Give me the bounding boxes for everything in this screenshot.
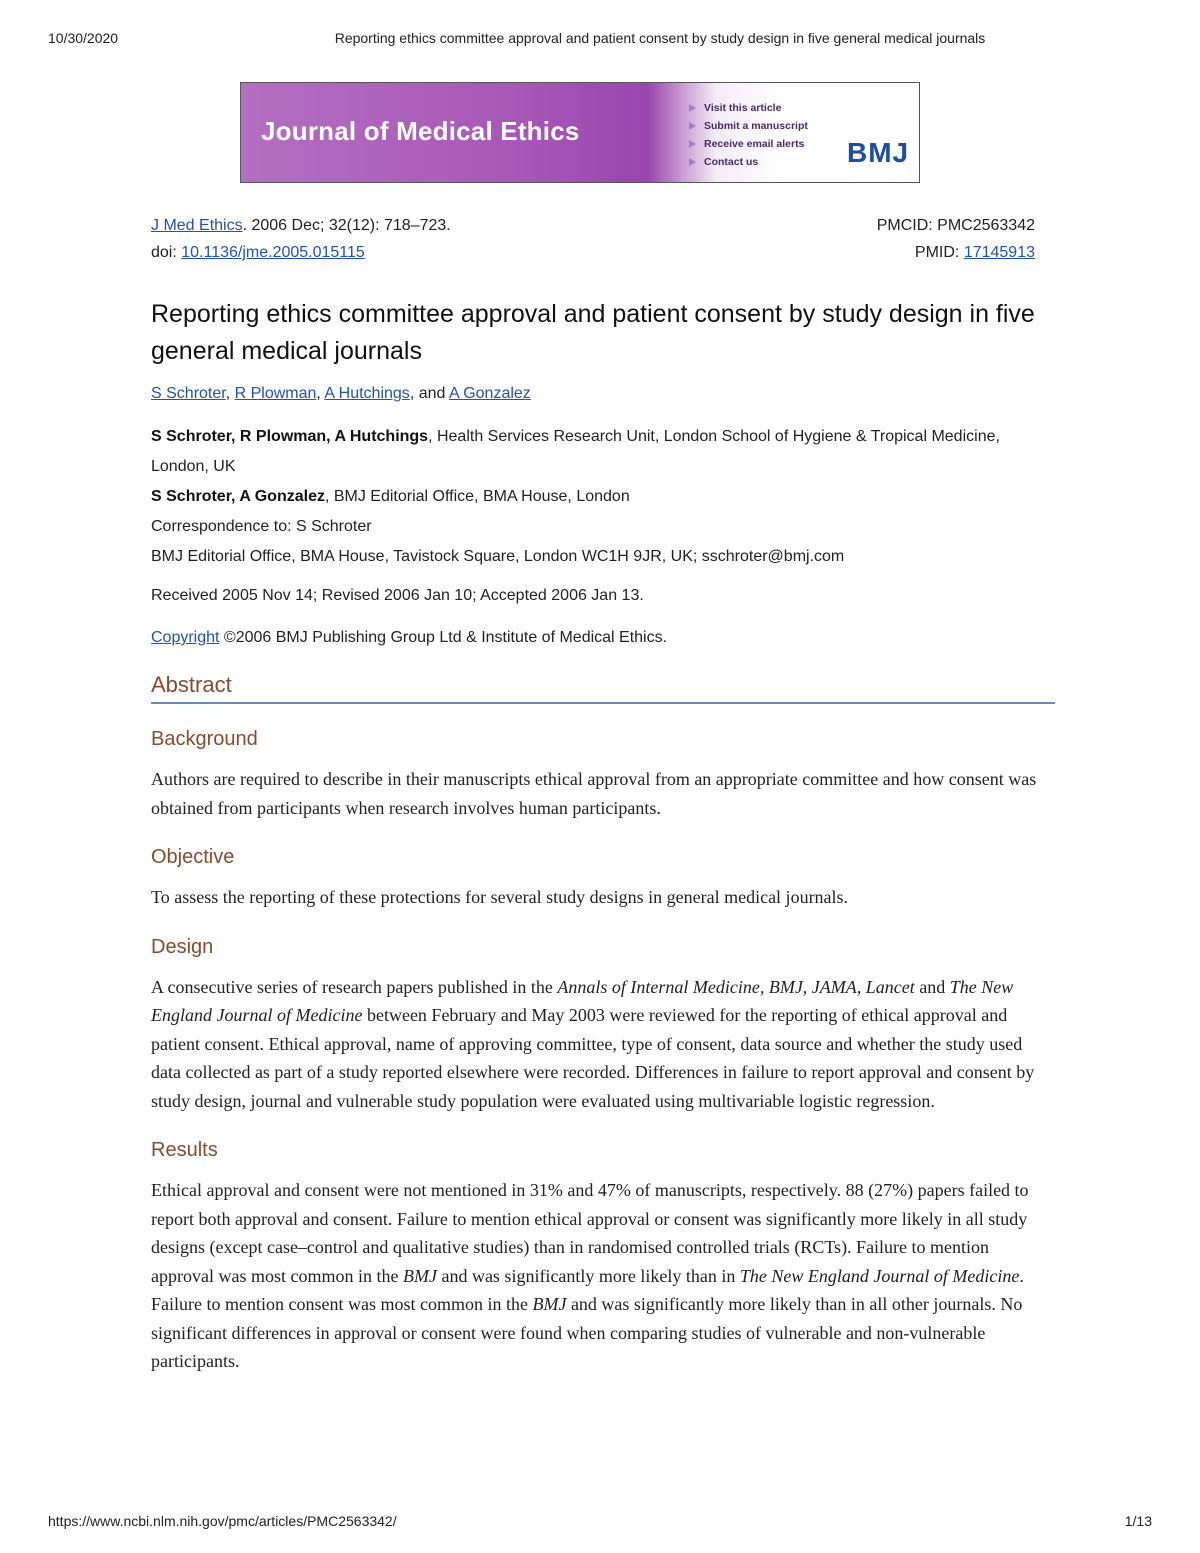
design-text: A consecutive series of research papers published in the Annals of Internal Medicine, BMJ, JAMA, Lancet and The New England Journal of Medicine between February and May 2003 were reviewed for the reporting of ethical approval and patient consent. Ethical approval, name of approving committee, type of consent, data source and whether the study used data collected as part of a study reported elsewhere were recorded. Differences in failure to report approval and consent by study design, journal and vulnerable study population were evaluated using multivariable logistic regression. [151, 976, 1035, 1111]
triangle-right-icon [689, 122, 696, 130]
banner-link-visit[interactable]: Visit this article [689, 99, 808, 117]
print-url: https://www.ncbi.nlm.nih.gov/pmc/articles/PMC2563342/ [48, 1513, 397, 1529]
background-text: Authors are required to describe in their manuscripts ethical approval from an appropriate committee and how consent was obtained from participants when research involves human participants. [151, 769, 1037, 818]
doi-link[interactable]: 10.1136/jme.2005.015115 [181, 244, 365, 261]
author-link[interactable]: A Gonzalez [448, 385, 531, 402]
author-link[interactable]: S Schroter [151, 385, 226, 402]
print-title: Reporting ethics committee approval and patient consent by study design in five general medical journals [334, 30, 986, 46]
banner-links [689, 99, 808, 171]
citation-block [151, 212, 1035, 266]
article-title: Reporting ethics committee approval and patient consent by study design in five general medical journals [151, 300, 1035, 365]
copyright-link[interactable]: Copyright [151, 629, 220, 646]
pmid-label: PMID: [914, 244, 964, 261]
correspondence: Correspondence to: S Schroter [151, 518, 372, 535]
article-dates: Received 2005 Nov 14; Revised 2006 Jan 10; Accepted 2006 Jan 13. [151, 587, 644, 604]
triangle-right-icon [689, 140, 696, 148]
pmcid: PMCID: PMC2563342 [876, 217, 1035, 234]
affiliation-1: S Schroter, R Plowman, A Hutchings, Health Services Research Unit, London School of Hygiene & Tropical Medicine, London, UK [151, 428, 1000, 475]
print-header [48, 30, 1152, 50]
copyright: Copyright ©2006 BMJ Publishing Group Ltd & Institute of Medical Ethics. [151, 629, 668, 646]
article-body [151, 296, 1055, 1376]
pmid-link[interactable]: 17145913 [963, 244, 1035, 261]
objective-text: To assess the reporting of these protections for several study designs in general medical journals. [151, 887, 849, 907]
results-text: Ethical approval and consent were not mentioned in 31% and 47% of manuscripts, respectively. 88 (27%) papers failed to report both approval and consent. Failure to mention ethical approval or consent was significantly more likely in all study designs (except case–control and qualitative studies) than in randomised controlled trials (RCTs). Failure to mention approval was most common in the BMJ and was significantly more likely than in The New England Journal of Medicine. Failure to mention consent was most common in the BMJ and was significantly more likely than in all other journals. No significant differences in approval or consent were found when comparing studies of vulnerable and non-vulnerable participants. [151, 1180, 1029, 1371]
print-footer [48, 1513, 1152, 1531]
banner-link-alerts[interactable]: Receive email alerts [689, 135, 808, 153]
background-heading: Background [151, 728, 258, 750]
design-heading: Design [151, 935, 214, 958]
journal-banner[interactable] [240, 82, 920, 183]
affiliation-2: S Schroter, A Gonzalez, BMJ Editorial Office, BMA House, London [151, 488, 630, 505]
bmj-logo: BMJ [847, 137, 910, 168]
journal-link[interactable]: J Med Ethics [151, 217, 243, 234]
doi-label: doi: [151, 244, 182, 261]
results-heading: Results [151, 1139, 218, 1161]
author-list: S Schroter, R Plowman, A Hutchings, and A Gonzalez [151, 385, 531, 402]
abstract-heading: Abstract [151, 672, 1055, 704]
citation-text: . 2006 Dec; 32(12): 718–723. [242, 217, 451, 234]
banner-link-submit[interactable]: Submit a manuscript [689, 117, 808, 135]
print-date: 10/30/2020 [48, 30, 119, 46]
triangle-right-icon [689, 104, 696, 112]
objective-heading: Objective [151, 846, 235, 868]
author-link[interactable]: A Hutchings [324, 385, 410, 402]
banner-link-contact[interactable]: Contact us [689, 153, 808, 171]
banner-journal-name: Journal of Medical Ethics [261, 116, 580, 146]
page-number: 1/13 [1124, 1513, 1152, 1529]
author-link[interactable]: R Plowman [234, 385, 317, 402]
triangle-right-icon [689, 158, 696, 166]
correspondence-address: BMJ Editorial Office, BMA House, Tavistock Square, London WC1H 9JR, UK; sschroter@bmj.com [151, 548, 845, 565]
